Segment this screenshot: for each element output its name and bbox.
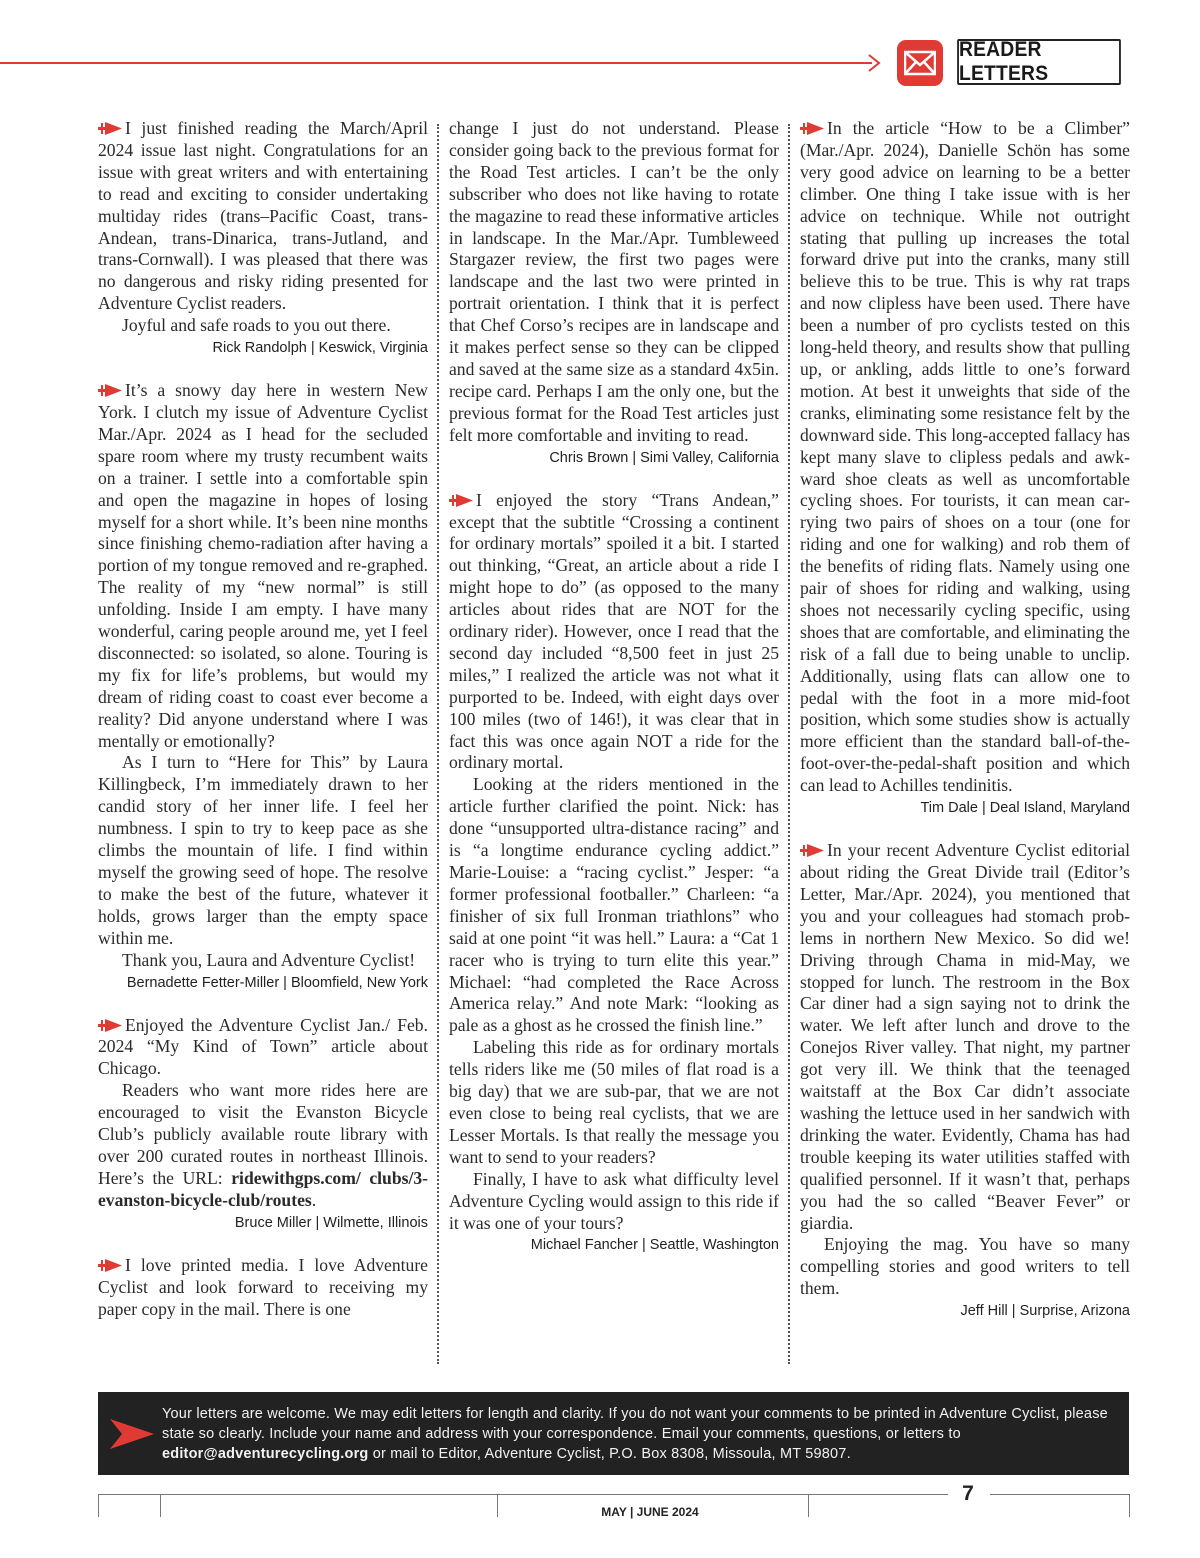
- letter-paragraph: In your recent Adventure Cyclist editorial about riding the Great Divide trail (Editor’s Letter, Mar./Apr. 2024), you mentioned that you and your colleagues had stomach problems in northern New Mexico. So did we! Driving through Chama in mid-May, we stopped for lunch. The restroom in the Box Car diner had a sign saying not to drink the water. We left after lunch and drove to the Conejos River valley. That night, my partner got very ill. We think that the teenaged waitstaff at the Box Car didn’t associate washing the lettuce used in her sandwich with drinking the water. Evidently, Chama has had trouble keeping its water utilities staffed with qualified personnel. If it wasn’t that, perhaps you had the so called “Beaver Fever” or giardia.: [800, 840, 1130, 1233]
- notice-mail-address: or mail to Editor, Adventure Cyclist, P.O. Box 8308, Missoula, MT 59807.: [372, 1446, 851, 1462]
- column-separator: [788, 124, 790, 1364]
- footer-tick: [98, 1494, 99, 1517]
- letter-fetter-miller: [98, 380, 428, 993]
- footer-tick: [160, 1494, 161, 1517]
- letter-signature: Tim Dale | Deal Island, Maryland: [920, 800, 1130, 817]
- letter-brown-cont: [449, 118, 779, 469]
- letter-paragraph: Enjoyed the Adventure Cyclist Jan./ Feb. 2024 “My Kind of Town” article about Chicago.: [98, 1014, 428, 1079]
- page-number: 7: [962, 1482, 974, 1505]
- letter-randolph: [98, 118, 428, 359]
- submission-notice: [98, 1392, 1129, 1475]
- letter-signature: Chris Brown | Simi Valley, California: [549, 449, 779, 466]
- footer-tick: [808, 1494, 809, 1517]
- section-label: READER LETTERS: [957, 39, 1121, 85]
- letter-paragraph: As I turn to “Here for This” by Laura Killingbeck, I’m immediately drawn to her candid story of her inner life. I feel her numbness. I spin to try to keep pace as she climbs the mountain of life. I find within myself the growing seed of hope. The resolve to make the best of the future, whatever it holds, grows larger than the empty space within me.: [98, 752, 428, 948]
- letter-paragraph: I enjoyed the story “Trans Andean,” except that the subtitle “Crossing a continent for ordinary mortals” spoiled it a bit. I started out thinking, “Great, an article about a ride I might hope to do” (as opposed to the many articles about rides that are NOT for the ordinary rider). However, once I read that the second day included “8,500 feet in just 25 miles,” I realized the article was not what it purported to be. Indeed, with eight days over 100 miles (two of 146!), it was clear that in fact this was once again NOT a ride for the ordinary mortal.: [449, 489, 779, 773]
- letter-paragraph: Joyful and safe roads to you out there.: [122, 315, 391, 336]
- header-rule: [0, 62, 872, 64]
- letter-arrow-icon: [800, 122, 824, 135]
- letter-paragraph: In the article “How to be a Climber” (Mar./Apr. 2024), Danielle Schön has some very good advice on learning to be a better climber. One thing I take issue with is her advice on technique. While not outright stating that pulling up increases the total forward drive put into the cranks, many still believe this to be true. This is why rat traps and now clipless have been used. There have been a number of pro cyclists tested on this long-held theory, and results show that pulling up, or ankling, adds little to one’s forward motion. At best it unweights that side of the cranks, eliminating some resistance felt by the downward side. This long-accepted fallacy has kept many slave to clipless pedals and awkward shoe cleats as well as uncomfortable cycling shoes. For tourists, it can mean carrying two pairs of shoes on a tour (one for riding and one for walking) and rob them of the benefits of riding flats. Namely using one pair of shoes for riding and walking, using shoes not necessarily cycling specific, using shoes that are comfortable, and eliminating the risk of a fall due to being unable to unclip. Additionally, using flats can allow one to pedal with the foot in a more mid-foot position, which some studies show is actually more efficient than the standard ball-of-the-foot-over-the-pedal-shaft position and which can lead to Achilles tendinitis.: [800, 118, 1130, 796]
- route-library-link[interactable]: ridewithgps.com/ clubs/3-evanston-bicycle-club/routes: [98, 1167, 428, 1210]
- letter-paragraph: Looking at the riders mentioned in the article further clarified the point. Nick: has done “unsupported ultra-distance racing” and is “a longtime endurance cycling addict.” Marie-Louise: a “racing cyclist.” Jesper: “a former professional footballer.” Charleen: “a finisher of six full Ironman triathlons” who said at one point “it was hell.” Laura: a “Cat 1 racer who is trying to turn elite this year.” Michael: “had completed the Race Across America relay.” And note Mark: “looking as pale as a ghost as he crossed the finish line.”: [449, 774, 779, 1036]
- red-arrow-icon: [110, 1419, 154, 1449]
- letter-paragraph: It’s a snowy day here in western New York. I clutch my issue of Adventure Cyclist Mar./Apr. 2024 as I head for the secluded spare room where my trusty recumbent waits on a trainer. I settle into a comfortable spin and open the magazine in hopes of losing myself for a short while. It’s been nine months since finishing chemo-radiation after having a portion of my tongue removed and re-graphed. The reality of my “new normal” is still unfolding. Inside I am empty. I have many wonderful, caring people around me, yet I feel disconnected: so isolated, so alone. Touring is my fix for life’s problems, but would my dream of riding coast to coast ever become a reality? Did anyone understand where I was mentally or emotionally?: [98, 380, 428, 751]
- letter-paragraph: change I just do not understand. Please consider going back to the previous format for the Road Test articles. I can’t be the only subscriber who does not like having to rotate the magazine to read these informative articles in landscape. In the Mar./Apr. Tumbleweed Stargazer review, the first two pages were landscape and the last two were printed in portrait orientation. I think that it is perfect that Chef Corso’s recipes are in landscape and it makes perfect sense so they can be clipped and saved at the same size as a standard 4x5in. recipe card. Perhaps I am the only one, but the previous format for the Road Test articles just felt more comfortable and inviting to read.: [449, 118, 779, 445]
- column-1: [98, 118, 428, 1341]
- letter-brown-start: [98, 1255, 428, 1321]
- letter-arrow-icon: [449, 494, 473, 507]
- letter-signature: Bruce Miller | Wilmette, Illinois: [234, 1214, 428, 1231]
- column-2: [449, 118, 779, 1277]
- letter-arrow-icon: [98, 122, 122, 135]
- letter-paragraph: I love printed media. I love Adventure Cyclist and look forward to receiving my paper copy in the mail. There is one: [98, 1254, 428, 1319]
- footer-rule: [990, 1494, 1130, 1495]
- editor-email-link[interactable]: editor@adventurecycling.org: [162, 1446, 369, 1462]
- letter-fancher: [449, 490, 779, 1257]
- footer-tick: [1129, 1494, 1130, 1517]
- mail-icon: [897, 40, 943, 86]
- column-separator: [437, 124, 439, 1364]
- letter-arrow-icon: [98, 384, 122, 397]
- letter-paragraph: Thank you, Laura and Adventure Cyclist!: [122, 949, 416, 970]
- letter-paragraph: Finally, I have to ask what difficulty level Adventure Cycling would assign to this ride if it was one of your tours?: [449, 1168, 779, 1233]
- header-arrow-icon: [864, 53, 884, 73]
- letter-signature: Bernadette Fetter-Miller | Bloomfield, New York: [126, 974, 428, 991]
- letter-paragraph: Enjoying the mag. You have so many compelling stories and good writers to tell them.: [800, 1234, 1130, 1299]
- letter-arrow-icon: [800, 844, 824, 857]
- letter-signature: Jeff Hill | Surprise, Arizona: [960, 1303, 1130, 1320]
- letter-hill: [800, 840, 1130, 1322]
- footer-rule: [98, 1494, 948, 1495]
- letter-miller: Enjoyed the Adventure Cyclist Jan./ Feb. 2024 “My Kind of Town” article about Chicago. Readers who want more rides here are encouraged to visit the Evanston Bicycle Club’s publicly available route library with over 200 curated routes in northeast Illinois. Here’s the URL: ridewithgps.com/ clubs/3-evanston-bicycle-club/routes. Bruce Miller | Wilmette, Illinois: [98, 1015, 428, 1234]
- letter-paragraph: Labeling this ride as for ordinary mortals tells riders like me (50 miles of flat road is a big day) that we are sub-par, that we are not even close to being real cyclists, that we are Lesser Mortals. Is that really the message you want to send to your readers?: [449, 1037, 779, 1167]
- letter-signature: Michael Fancher | Seattle, Washington: [530, 1237, 779, 1254]
- letter-arrow-icon: [98, 1259, 122, 1272]
- letter-arrow-icon: [98, 1019, 122, 1032]
- notice-text: [162, 1404, 1118, 1464]
- letter-dale: [800, 118, 1130, 819]
- letter-paragraph: Readers who want more rides here are encouraged to visit the Evanston Bicycle Club’s publicly available route library with over 200 curated routes in northeast Illinois. Here’s the URL:: [98, 1080, 428, 1188]
- letter-signature: Rick Randolph | Keswick, Virginia: [212, 340, 428, 357]
- footer-tick: [497, 1494, 498, 1517]
- letter-paragraph: I just finished reading the March/April 2024 issue last night. Congratulations for an issue with great writers and with entertaining to read and exciting to consider undertaking multiday rides (trans–Pacific Coast, trans-Andean, trans-Dinarica, trans-Jutland, and trans-Cornwall). I was pleased that there was no dangerous and risky riding presented for Adventure Cyclist readers.: [98, 118, 428, 314]
- column-3: [800, 118, 1130, 1343]
- issue-date: MAY | JUNE 2024: [601, 1505, 699, 1519]
- notice-body: Your letters are welcome. We may edit letters for length and clarity. If you do not want your comments to be printed in Adventure Cyclist, please state so clearly. Include your name and address with your correspondence. Email your comments, questions, or letters to: [162, 1406, 1108, 1442]
